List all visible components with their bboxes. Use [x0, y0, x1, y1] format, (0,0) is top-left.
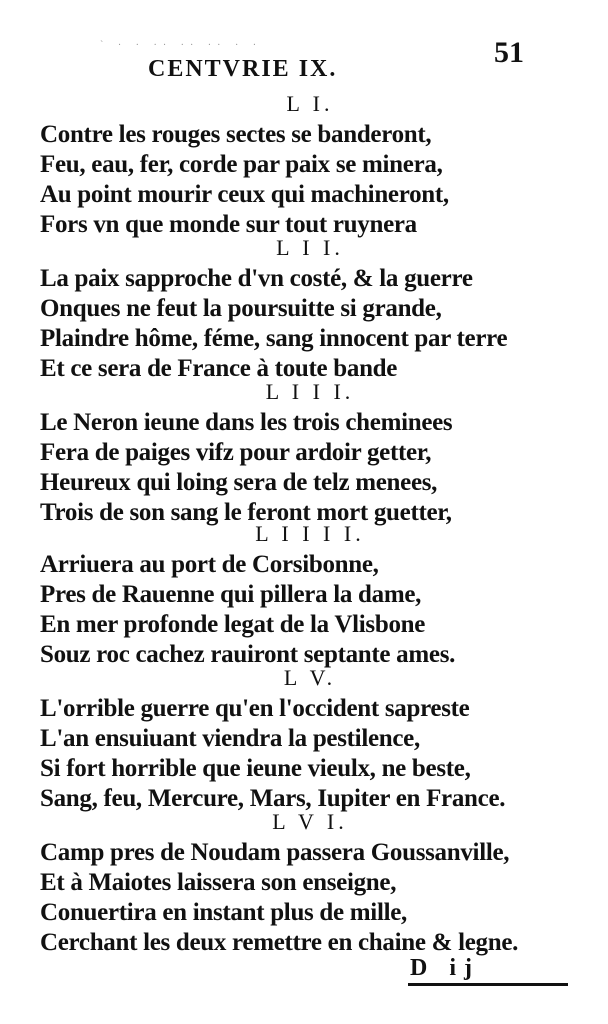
verse-line: Et à Maiotes laissera son enseigne, [40, 869, 397, 896]
quatrain-number: L I. [286, 91, 334, 116]
verse-line: Camp pres de Noudam passera Goussanville, [40, 839, 510, 866]
quatrain-56 [40, 810, 580, 958]
quatrain-51 [40, 92, 580, 240]
quatrain-number: L V I. [272, 809, 348, 834]
verse-line: Conuertira en instant plus de mille, [40, 899, 407, 926]
running-head: CENTVRIE IX. [148, 56, 338, 82]
quatrain-number: L I I. [276, 235, 344, 260]
verse-line: Arriuera au port de Corsibonne, [40, 551, 379, 578]
verse-line: Contre les rouges sectes se banderont, [40, 121, 432, 148]
verse-line: Fera de paiges vifz pour ardoir getter, [40, 439, 432, 466]
quatrain-number: L I I I I. [255, 521, 365, 546]
print-speckle: ` · · ·· ·· ·· · · [100, 40, 263, 51]
verse-line: Fors vn que monde sur tout ruynera [40, 211, 417, 238]
verse-line: L'an ensuiuant viendra la pestilence, [40, 725, 420, 752]
signature-rule [408, 983, 568, 986]
quatrain-52 [40, 236, 580, 384]
page-number: 51 [494, 36, 524, 69]
verse-line: Souz roc cachez rauiront septante ames. [40, 641, 456, 668]
verse-line: Sang, feu, Mercure, Mars, Iupiter en France. [40, 785, 506, 812]
verse-line: Et ce sera de France à toute bande [40, 355, 398, 382]
quatrain-53 [40, 380, 580, 528]
verse-line: Si fort horrible que ieune vieulx, ne beste, [40, 755, 471, 782]
verse-line: Plaindre hôme, féme, sang innocent par terre [40, 325, 508, 352]
verse-line: La paix sapproche d'vn costé, & la guerre [40, 265, 473, 292]
quatrain-number: L V. [283, 665, 337, 690]
verse-line: En mer profonde legat de la Vlisbone [40, 611, 426, 638]
verse-line: Cerchant les deux remettre en chaine & legne. [40, 929, 519, 956]
verse-line: Le Neron ieune dans les trois cheminees [40, 409, 453, 436]
signature-mark: D ij [410, 955, 480, 981]
quatrain-number: L I I I. [265, 379, 355, 404]
verse-line: Pres de Rauenne qui pillera la dame, [40, 581, 422, 608]
quatrain-54 [40, 522, 580, 670]
verse-line: L'orrible guerre qu'en l'occident sapreste [40, 695, 470, 722]
verse-line: Onques ne feut la poursuitte si grande, [40, 295, 442, 322]
verse-line: Feu, eau, fer, corde par paix se minera, [40, 151, 443, 178]
verse-line: Au point mourir ceux qui machineront, [40, 181, 449, 208]
verse-line: Heureux qui loing sera de telz menees, [40, 469, 438, 496]
quatrain-55 [40, 666, 580, 814]
verse-line: Trois de son sang le feront mort guetter, [40, 499, 452, 526]
